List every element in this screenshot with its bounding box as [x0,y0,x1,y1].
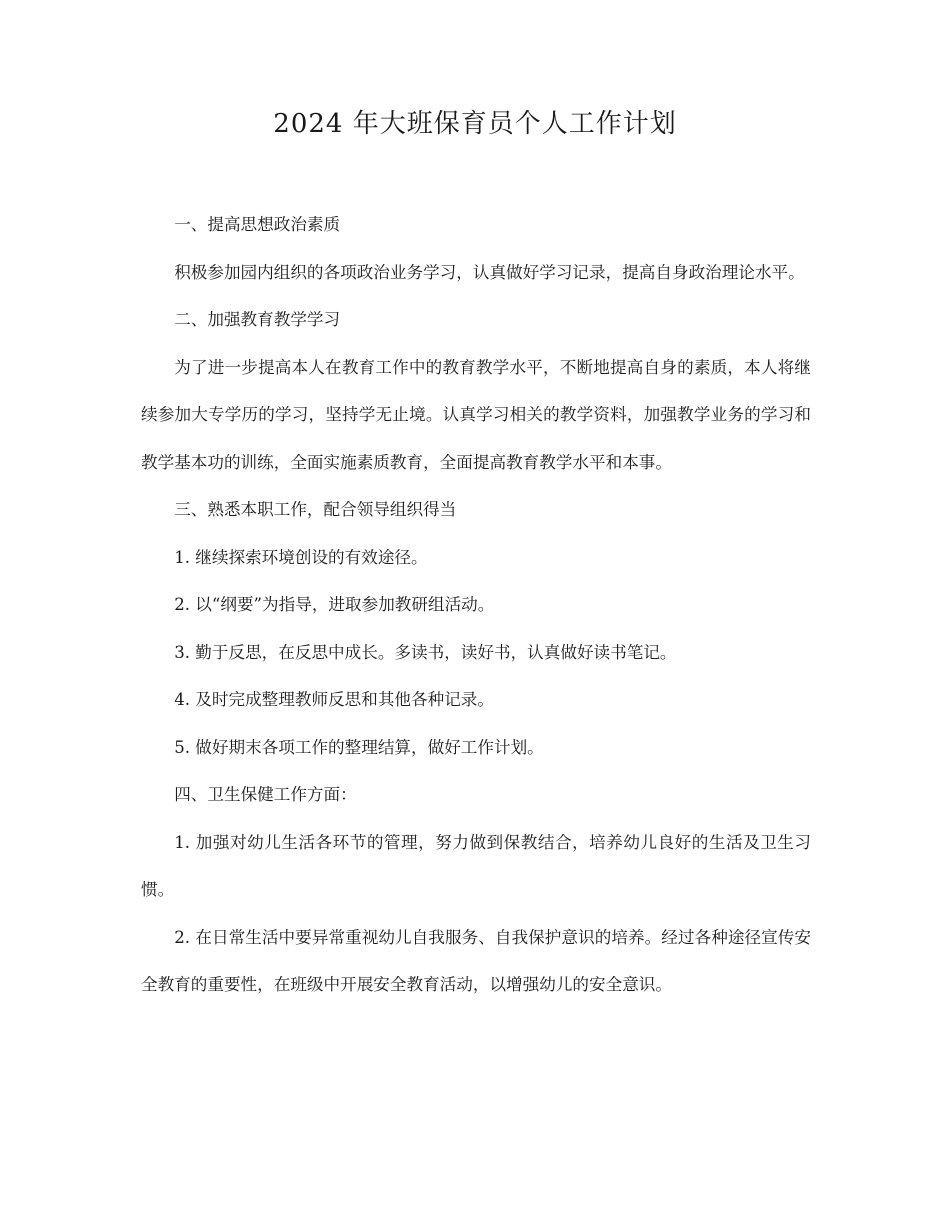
section-heading: 一、提高思想政治素质 [174,215,341,234]
body-paragraph: 积极参加园内组织的各项政治业务学习，认真做好学习记录，提高自身政治理论水平。 [174,262,805,282]
section-heading: 四、卫生保健工作方面： [174,785,357,804]
list-item: 5. 做好期末各项工作的整理结算，做好工作计划。 [174,737,544,757]
section-heading: 三、熟悉本职工作，配合领导组织得当 [174,500,457,519]
list-item: 2. 以“纲要”为指导，进取参加教研组活动。 [174,595,495,614]
list-item: 1. 继续探索环境创设的有效途径。 [174,547,428,567]
body-paragraph: 为了进一步提高本人在教育工作中的教育教学水平，不断地提高自身的素质，本人将继续参加大专学历的学习，坚持学无止境。认真学习相关的教学资料，加强教学业务的学习和教学基本功的训练，全面实施素质教育，全面提高教育教学水平和本事。 [141,357,811,472]
section-heading: 二、加强教育教学学习 [174,310,341,329]
list-item: 2. 在日常生活中要异常重视幼儿自我服务、自我保护意识的培养。经过各种途径宣传安全教育的重要性，在班级中开展安全教育活动，以增强幼儿的安全意识。 [141,927,811,994]
list-item: 4. 及时完成整理教师反思和其他各种记录。 [174,690,494,709]
document-title: 2024 年大班保育员个人工作计划 [273,109,677,139]
list-item: 3. 勤于反思，在反思中成长。多读书，读好书，认真做好读书笔记。 [174,642,677,662]
list-item: 1. 加强对幼儿生活各环节的管理，努力做到保教结合，培养幼儿良好的生活及卫生习惯。 [141,832,811,899]
document-body [141,201,811,1009]
